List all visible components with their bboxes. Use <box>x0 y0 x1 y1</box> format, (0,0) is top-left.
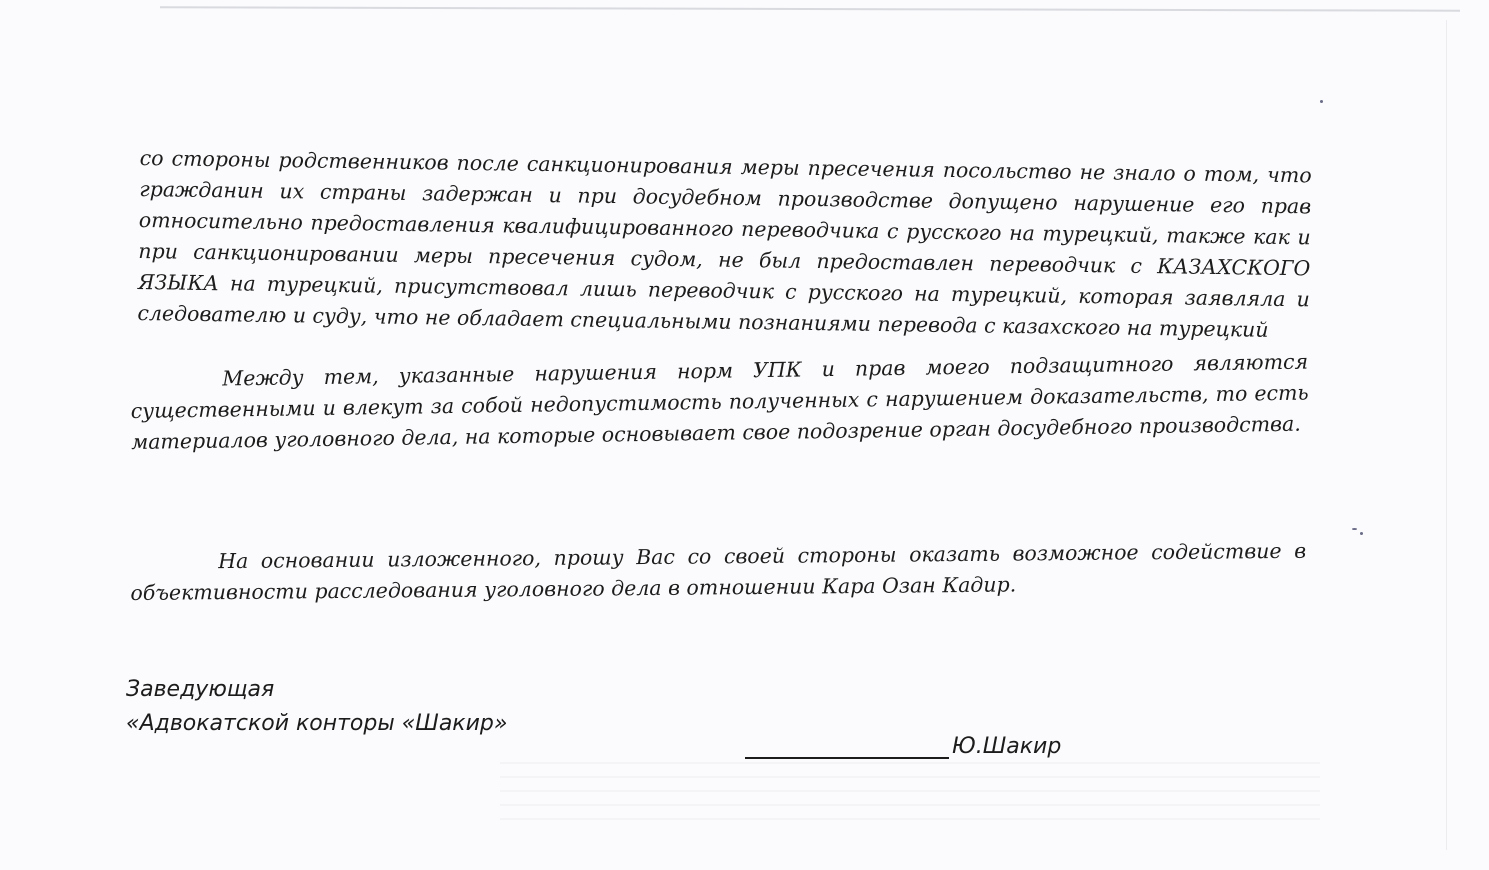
signatory-position <box>126 673 507 741</box>
scan-speck <box>1352 528 1357 530</box>
paragraph-2 <box>130 346 1309 457</box>
paragraph-3 <box>130 536 1307 609</box>
scan-speck <box>1360 532 1363 535</box>
signatory-position-line-1: Заведующая <box>126 677 275 702</box>
signatory-position-line-2: «Адвокатской конторы «Шакир» <box>126 711 508 736</box>
signature-line <box>745 757 949 759</box>
scan-speck <box>1320 100 1323 103</box>
paragraph-3-text: На основании изложенного, прошу Вас со своей стороны оказать возможное содействие в объективности расследования уголовного дела в отношении Кара Озан Кадир. <box>130 538 1307 605</box>
paragraph-2-text: Между тем, указанные нарушения норм УПК и прав моего подзащитного являются существенными и влекут за собой недопустимость полученных с нарушением доказательств, то есть материалов уголовного дела, на которые основывает свое подозрение орган досудебного производства. <box>130 349 1309 454</box>
paragraph-1-text: со стороны родственников после санкционирования меры пресечения посольство не знало о том, что гражданин их страны задержан и при досудебном производстве допущено нарушение его прав относительно предоставления квалифицированного переводчика с русского на турецкий, также как и при санкционировании меры пресечения судом, не был предоставлен переводчик с КАЗАХСКОГО ЯЗЫКА на турецкий, присутствовал лишь переводчик с русского на турецкий, которая заявляла и следователю и суду, что не обладает специальными познаниями перевода с казахского на турецкий <box>137 145 1312 342</box>
bleed-through-text <box>500 760 1320 820</box>
signatory-name: Ю.Шакир <box>952 734 1062 759</box>
scan-edge <box>160 6 1460 11</box>
paragraph-1 <box>137 143 1312 346</box>
scan-edge-right <box>1446 20 1447 850</box>
